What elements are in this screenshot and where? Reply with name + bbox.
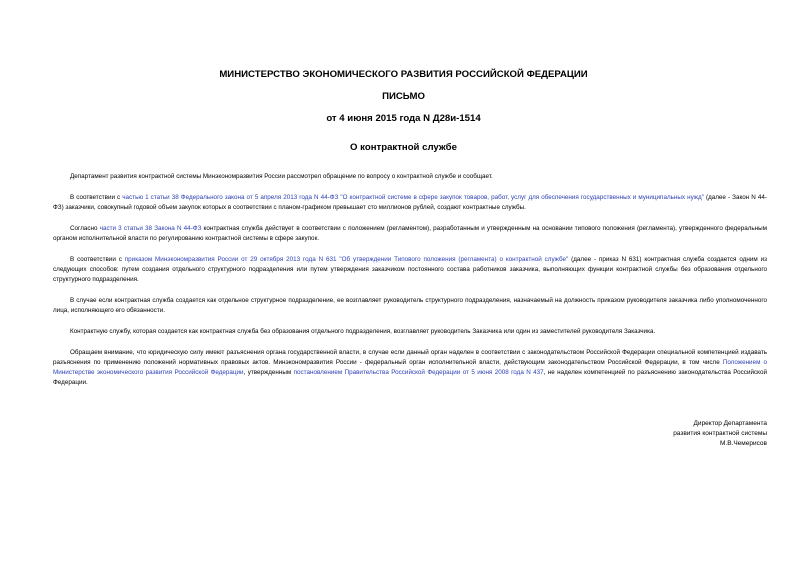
ministry-title: МИНИСТЕРСТВО ЭКОНОМИЧЕСКОГО РАЗВИТИЯ РОССИЙСКОЙ ФЕДЕРАЦИИ bbox=[219, 69, 588, 80]
document-subject: О контрактной службе bbox=[350, 142, 457, 153]
order-631-link[interactable]: приказом Минэкономразвития России от 29 октября 2013 года N 631 "Об утверждении Типового положения (регламента) о контрактной службе" bbox=[124, 256, 569, 263]
signature-position: Директор Департамента bbox=[693, 420, 767, 427]
paragraph-7: Обращаем внимание, что юридическую силу имеют разъяснения органа государственной власти, в случае если данный орган наделен в соответствии с законодательством Российской Федерации специальной компетенцией издавать разъяснения по применению положений нормативных правовых актов. Минэкономразвития России - федеральный орган исполнительной власти, действующим законодательством Российской Федерации, в том числе Положением о Министерстве экономического развития Российской Федерации, утвержденным постановлением Правительства Российской Федерации от 5 июня 2008 года N 437, не наделен компетенцией по разъяснению законодательства Российской Федерации. bbox=[53, 349, 767, 386]
paragraph-5: В случае если контрактная служба создается как отдельное структурное подразделение, ее возглавляет руководитель структурного подразделения, назначаемый на должность приказом руководителя заказчика либо уполномоченного лица, исполняющего его обязанности. bbox=[53, 297, 767, 314]
letter-body bbox=[53, 172, 767, 399]
government-decree-437-link[interactable]: постановлением Правительства Российской Федерации от 5 июня 2008 года N 437 bbox=[293, 369, 544, 376]
law-44fz-article-38-part-3-link[interactable]: части 3 статьи 38 Закона N 44-ФЗ bbox=[99, 225, 202, 232]
document-type: ПИСЬМО bbox=[382, 91, 425, 102]
signature-department: развития контрактной системы bbox=[673, 430, 767, 437]
paragraph-3: Согласно части 3 статьи 38 Закона N 44-ФЗ контрактная служба действует в соответствии с положением (регламентом), разработанным и утвержденным на основании типового положения (регламента), утвержденного федеральным органом исполнительной власти по регулированию контрактной системы в сфере закупок. bbox=[53, 225, 768, 242]
law-44fz-article-38-part-1-link[interactable]: частью 1 статьи 38 Федерального закона от 5 апреля 2013 года N 44-ФЗ "О контрактной системе в сфере закупок товаров, работ, услуг для обеспечения государственных и муниципальных нужд" bbox=[122, 194, 704, 201]
signature-name: М.В.Чемерисов bbox=[719, 440, 767, 447]
document-date: от 4 июня 2015 года N Д28и-1514 bbox=[326, 113, 481, 124]
signature-block bbox=[567, 419, 767, 449]
paragraph-1: Департамент развития контрактной системы Минэкономразвития России рассмотрел обращение по вопросу о контрактной службе и сообщает. bbox=[70, 173, 493, 180]
ministry-regulation-link[interactable]: Положением о Министерстве экономического развития Российской Федерации bbox=[53, 359, 767, 376]
paragraph-2: В соответствии с частью 1 статьи 38 Федерального закона от 5 апреля 2013 года N 44-ФЗ "О контрактной системе в сфере закупок товаров, работ, услуг для обеспечения государственных и муниципальных нужд" (далее - Закон N 44-ФЗ) заказчики, совокупный годовой объем закупок которых в соответствии с планом-графиком превышает сто миллионов рублей, создают контрактные службы. bbox=[53, 194, 767, 211]
paragraph-4: В соответствии с приказом Минэкономразвития России от 29 октября 2013 года N 631 "Об утверждении Типового положения (регламента) о контрактной службе" (далее - приказ N 631) контрактная служба создается одним из следующих способов: путем создания отдельного структурного подразделения или путем утверждения заказчиком постоянного состава работников заказчика, выполняющих функции контрактной службы без образования отдельного структурного подразделения. bbox=[53, 256, 767, 283]
paragraph-6: Контрактную службу, которая создается как контрактная служба без образования отдельного подразделения, возглавляет руководитель Заказчика или один из заместителей руководителя Заказчика. bbox=[70, 328, 656, 335]
